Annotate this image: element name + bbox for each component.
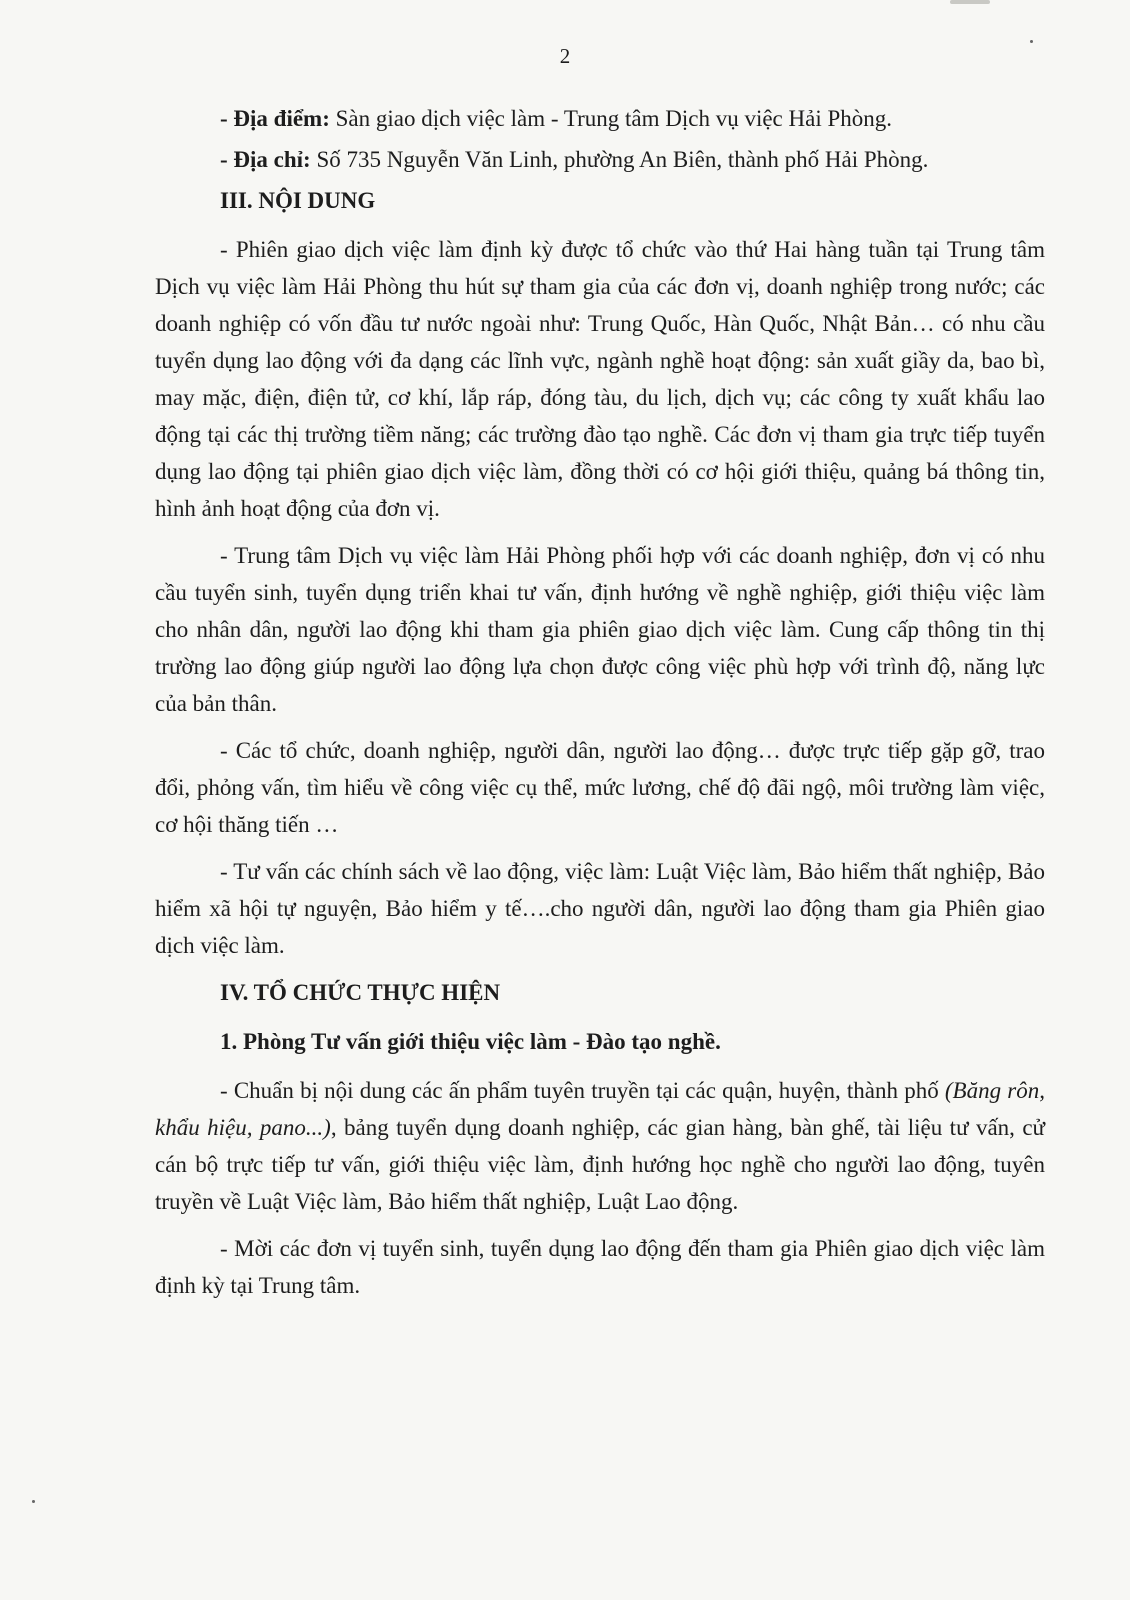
section-3-paragraph: - Tư vấn các chính sách về lao động, việc làm: Luật Việc làm, Bảo hiểm thất nghiệp, Bảo hiểm xã hội tự nguyện, Bảo hiểm y tế….cho người dân, người lao động tham gia Phiên giao dịch việc làm. <box>155 859 1045 958</box>
scan-speck <box>1030 40 1033 43</box>
address-label: - Địa chỉ: <box>220 147 311 172</box>
scan-artifact <box>950 0 990 4</box>
location-value: Sàn giao dịch việc làm - Trung tâm Dịch vụ việc Hải Phòng. <box>329 106 893 131</box>
section-3-heading: III. NỘI DUNG <box>220 188 376 213</box>
paragraph-text: , bảng tuyển dụng doanh nghiệp, các gian hàng, bàn ghế, tài liệu tư vấn, cử cán bộ trực tiếp tư vấn, giới thiệu việc làm, định hướng học nghề cho người lao động, tuyên truyền về Luật Việc làm, Bảo hiểm thất nghiệp, Luật Lao động. <box>155 1115 1046 1214</box>
subsection-1-paragraph: - Mời các đơn vị tuyển sinh, tuyển dụng lao động đến tham gia Phiên giao dịch việc làm định kỳ tại Trung tâm. <box>155 1236 1045 1298</box>
subsection-1-heading: 1. Phòng Tư vấn giới thiệu việc làm - Đào tạo nghề. <box>220 1029 721 1054</box>
page-number: 2 <box>559 44 571 68</box>
subsection-1-paragraph <box>155 1072 1045 1220</box>
section-4-heading: IV. TỔ CHỨC THỰC HIỆN <box>220 980 501 1005</box>
section-3-paragraph: - Các tổ chức, doanh nghiệp, người dân, người lao động… được trực tiếp gặp gỡ, trao đổi, phỏng vấn, tìm hiểu về công việc cụ thể, mức lương, chế độ đãi ngộ, môi trường làm việc, cơ hội thăng tiến … <box>155 738 1045 837</box>
address-line <box>155 141 1045 178</box>
location-label: - Địa điểm: <box>220 106 330 131</box>
address-value: Số 735 Nguyễn Văn Linh, phường An Biên, thành phố Hải Phòng. <box>310 147 929 172</box>
paragraph-italic-text: (Băng rôn, khẩu hiệu, pano...) <box>155 1078 1045 1140</box>
paragraph-text: - Chuẩn bị nội dung các ấn phẩm tuyên truyền tại các quận, huyện, thành phố <box>220 1078 945 1103</box>
section-3-paragraph: - Trung tâm Dịch vụ việc làm Hải Phòng phối hợp với các doanh nghiệp, đơn vị có nhu cầu tuyển sinh, tuyển dụng triển khai tư vấn, định hướng về nghề nghiệp, giới thiệu việc làm cho nhân dân, người lao động khi tham gia phiên giao dịch việc làm. Cung cấp thông tin thị trường lao động giúp người lao động lựa chọn được công việc phù hợp với trình độ, năng lực của bản thân. <box>155 543 1045 716</box>
document-body <box>155 100 1045 1314</box>
section-3-paragraph: - Phiên giao dịch việc làm định kỳ được tổ chức vào thứ Hai hàng tuần tại Trung tâm Dịch vụ việc làm Hải Phòng thu hút sự tham gia của các đơn vị, doanh nghiệp trong nước; các doanh nghiệp có vốn đầu tư nước ngoài như: Trung Quốc, Hàn Quốc, Nhật Bản… có nhu cầu tuyển dụng lao động với đa dạng các lĩnh vực, ngành nghề hoạt động: sản xuất giầy da, bao bì, may mặc, điện, điện tử, cơ khí, lắp ráp, đóng tàu, du lịch, dịch vụ; các công ty xuất khẩu lao động tại các thị trường tiềm năng; các trường đào tạo nghề. Các đơn vị tham gia trực tiếp tuyển dụng lao động tại phiên giao dịch việc làm, đồng thời có cơ hội giới thiệu, quảng bá thông tin, hình ảnh hoạt động của đơn vị. <box>155 237 1045 521</box>
scan-speck <box>32 1500 35 1503</box>
location-line <box>155 100 1045 137</box>
